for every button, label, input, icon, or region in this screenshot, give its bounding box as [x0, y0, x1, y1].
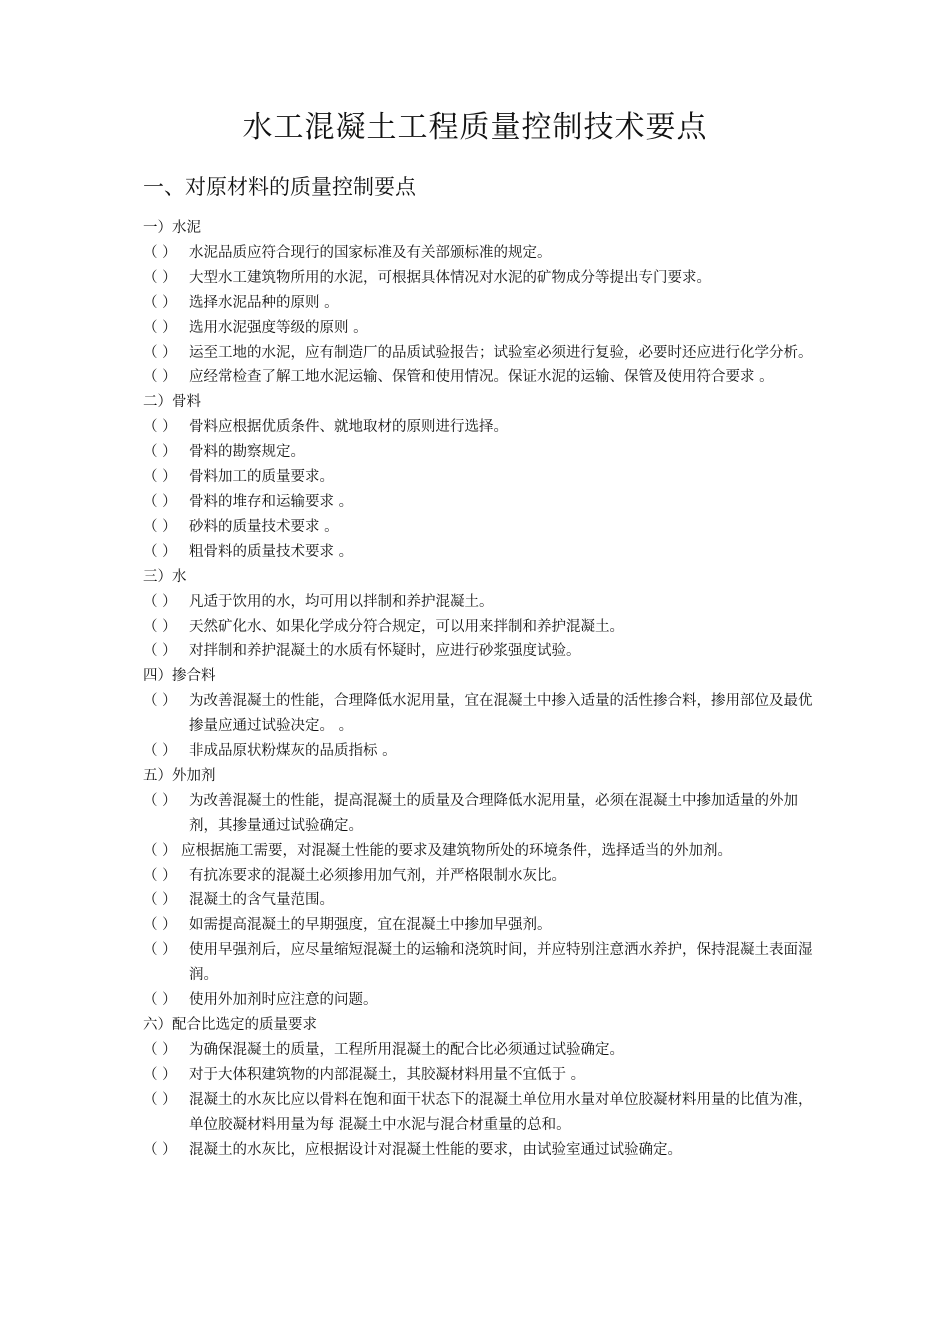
list-item [143, 864, 813, 889]
list-item [143, 988, 813, 1013]
item-number-placeholder: （ ） [143, 643, 177, 660]
list-item [143, 341, 813, 366]
item-number-placeholder: （ ） [143, 693, 177, 710]
item-number-placeholder: （ ） [143, 1091, 177, 1108]
subsection-heading: 一）水泥 [143, 220, 201, 236]
list-item [143, 739, 813, 764]
item-number-placeholder: （ ） [143, 269, 177, 286]
subsection-heading: 四）掺合料 [143, 668, 216, 685]
list-item [143, 365, 813, 390]
item-text: 对于大体积建筑物的内部混凝土，其胶凝材料用量不宜低于 。 [189, 1066, 586, 1083]
list-item [143, 291, 813, 316]
item-text: 粗骨料的质量技术要求 。 [189, 543, 354, 560]
list-item [143, 316, 813, 341]
item-text: 混凝土的水灰比应以骨料在饱和面干状态下的混凝土单位用水量对单位胶凝材料用量的比值为准，单位胶凝材料用量为每 混凝土中水泥与混合材重量的总和。 [189, 1091, 813, 1133]
subsection-heading: 五）外加剂 [143, 767, 216, 784]
item-number-placeholder: （ ） [143, 319, 177, 336]
list-item [143, 241, 813, 266]
item-text: 如需提高混凝土的早期强度，宜在混凝土中掺加早强剂。 [189, 917, 552, 934]
item-number-placeholder: （ ） [143, 244, 177, 261]
item-number-placeholder: （ ） [143, 917, 177, 934]
item-text: 混凝土的含气量范围。 [189, 892, 334, 909]
item-text: 为确保混凝土的质量，工程所用混凝土的配合比必须通过试验确定。 [189, 1041, 624, 1058]
item-text: 大型水工建筑物所用的水泥，可根据具体情况对水泥的矿物成分等提出专门要求。 [189, 269, 711, 286]
item-text: 混凝土的水灰比，应根据设计对混凝土性能的要求，由试验室通过试验确定。 [189, 1141, 682, 1158]
item-number-placeholder: （ ） [143, 1141, 177, 1158]
item-number-placeholder: （ ） [143, 792, 177, 809]
list-item [143, 839, 813, 864]
item-text: 应经常检查了解工地水泥运输、保管和使用情况。保证水泥的运输、保管及使用符合要求 。 [189, 369, 774, 386]
item-number-placeholder: （ ） [143, 543, 177, 560]
list-item [143, 639, 813, 664]
list-item [143, 515, 813, 540]
list-item [143, 615, 813, 640]
item-number-placeholder: （ ） [143, 992, 177, 1009]
list-item [143, 266, 813, 291]
list-item [143, 888, 813, 913]
item-text: 骨料加工的质量要求。 [189, 469, 334, 486]
item-number-placeholder: （ ） [143, 469, 177, 486]
item-number-placeholder: （ ） [143, 518, 177, 535]
item-number-placeholder: （ ） [143, 867, 177, 884]
item-number-placeholder: （ ） [143, 369, 177, 386]
item-text: 为改善混凝土的性能，提高混凝土的质量及合理降低水泥用量，必须在混凝土中掺加适量的外加剂，其掺量通过试验确定。 [189, 792, 798, 834]
item-text: 应根据施工需要，对混凝土性能的要求及建筑物所处的环境条件，选择适当的外加剂。 [181, 842, 732, 859]
list-item [143, 465, 813, 490]
item-text: 凡适于饮用的水，均可用以拌制和养护混凝土。 [189, 593, 494, 610]
item-text: 使用外加剂时应注意的问题。 [189, 992, 378, 1009]
item-text: 对拌制和养护混凝土的水质有怀疑时，应进行砂浆强度试验。 [189, 643, 581, 660]
item-number-placeholder: （ ） [143, 419, 177, 436]
subsection-heading: 三）水 [143, 568, 187, 585]
item-number-placeholder: （ ） [143, 743, 177, 760]
document-body [143, 216, 813, 1162]
list-item [143, 415, 813, 440]
item-text: 天然矿化水、如果化学成分符合规定，可以用来拌制和养护混凝土。 [189, 618, 624, 635]
item-text: 为改善混凝土的性能，合理降低水泥用量，宜在混凝土中掺入适量的活性掺合料，掺用部位及最优掺量应通过试验决定。 。 [189, 693, 813, 735]
item-number-placeholder: （ ） [143, 1041, 177, 1058]
list-item [143, 590, 813, 615]
item-number-placeholder: （ ） [143, 294, 177, 311]
item-text: 有抗冻要求的混凝土必须掺用加气剂，并严格限制水灰比。 [189, 867, 566, 884]
item-number-placeholder: （ ） [143, 842, 177, 859]
item-text: 骨料应根据优质条件、就地取材的原则进行选择。 [189, 419, 508, 436]
item-number-placeholder: （ ） [143, 493, 177, 510]
subsection-heading: 六）配合比选定的质量要求 [143, 1017, 317, 1033]
item-text: 骨料的勘察规定。 [189, 444, 305, 461]
list-item [143, 1088, 813, 1138]
subsection-heading: 二）骨料 [143, 394, 201, 411]
item-text: 选择水泥品种的原则 。 [189, 294, 339, 311]
item-text: 砂料的质量技术要求 。 [189, 518, 339, 535]
list-item [143, 490, 813, 515]
item-number-placeholder: （ ） [143, 593, 177, 610]
list-item [143, 1038, 813, 1063]
list-item [143, 1063, 813, 1088]
item-number-placeholder: （ ） [143, 1066, 177, 1083]
list-item [143, 540, 813, 565]
section-heading: 一、对原材料的质量控制要点 [143, 175, 416, 199]
item-text: 骨料的堆存和运输要求 。 [189, 493, 354, 510]
item-text: 运至工地的水泥，应有制造厂的品质试验报告；试验室必须进行复验，必要时还应进行化学分析。 [189, 344, 813, 361]
item-number-placeholder: （ ） [143, 618, 177, 635]
item-number-placeholder: （ ） [143, 892, 177, 909]
document-title: 水工混凝土工程质量控制技术要点 [242, 110, 708, 145]
item-number-placeholder: （ ） [143, 942, 177, 959]
list-item [143, 938, 813, 988]
item-number-placeholder: （ ） [143, 344, 177, 361]
list-item [143, 913, 813, 938]
list-item [143, 1138, 813, 1163]
item-text: 非成品原状粉煤灰的品质指标 。 [189, 743, 397, 760]
item-text: 选用水泥强度等级的原则 。 [189, 319, 368, 336]
item-number-placeholder: （ ） [143, 444, 177, 461]
item-text: 水泥品质应符合现行的国家标准及有关部颁标准的规定。 [189, 244, 552, 261]
list-item [143, 440, 813, 465]
item-text: 使用早强剂后，应尽量缩短混凝土的运输和浇筑时间，并应特别注意洒水养护，保持混凝土表面湿润。 [189, 942, 813, 984]
list-item [143, 689, 813, 739]
list-item [143, 789, 813, 839]
